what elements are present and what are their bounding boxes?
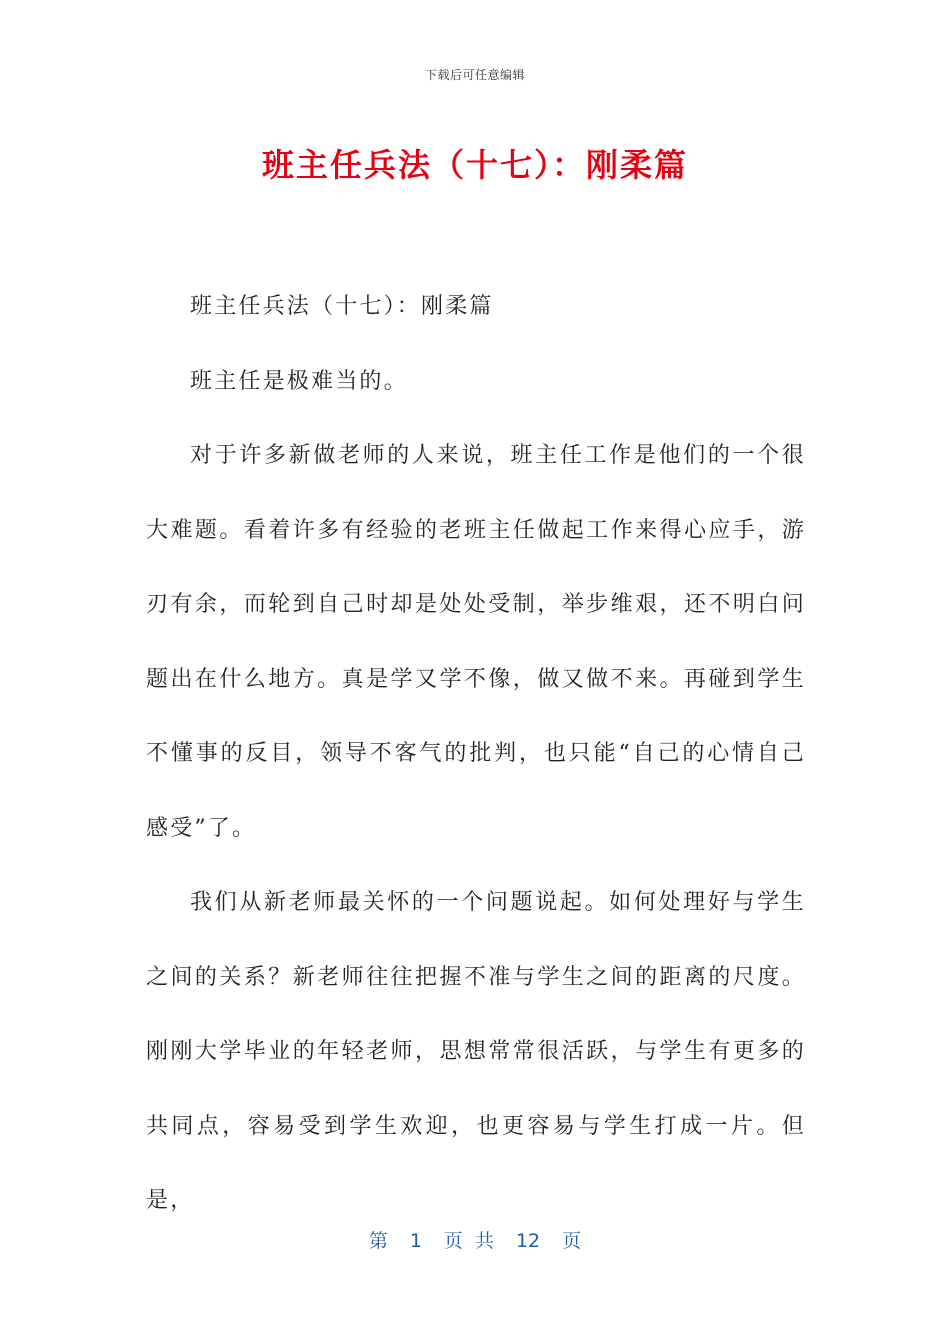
footer-suffix: 页 bbox=[562, 1230, 582, 1252]
page-footer bbox=[0, 1226, 950, 1253]
footer-middle: 页 共 bbox=[443, 1230, 494, 1252]
current-page-number: 1 bbox=[409, 1230, 422, 1252]
footer-prefix: 第 bbox=[368, 1230, 388, 1252]
paragraph: 班主任是极难当的。 bbox=[190, 368, 408, 394]
document-body bbox=[146, 270, 806, 1239]
document-title: 班主任兵法（十七）：刚柔篇 bbox=[261, 146, 688, 184]
paragraph: 对于许多新做老师的人来说，班主任工作是他们的一个很大难题。看着许多有经验的老班主任做起工作来得心应手，游刃有余，而轮到自己时却是处处受制，举步维艰，还不明白问题出在什么地方。真是学又学不像，做又做不来。再碰到学生不懂事的反目，领导不客气的批判，也只能“自己的心情自己感受”了。 bbox=[146, 443, 806, 841]
total-pages-number: 12 bbox=[515, 1230, 541, 1252]
page-header-note: 下载后可任意编辑 bbox=[424, 68, 525, 82]
paragraph: 我们从新老师最关怀的一个问题说起。如何处理好与学生之间的关系？新老师往往把握不准与学生之间的距离的尺度。刚刚大学毕业的年轻老师，思想常常很活跃，与学生有更多的共同点，容易受到学生欢迎，也更容易与学生打成一片。但是， bbox=[146, 890, 806, 1213]
paragraph: 班主任兵法（十七）：刚柔篇 bbox=[190, 294, 494, 319]
